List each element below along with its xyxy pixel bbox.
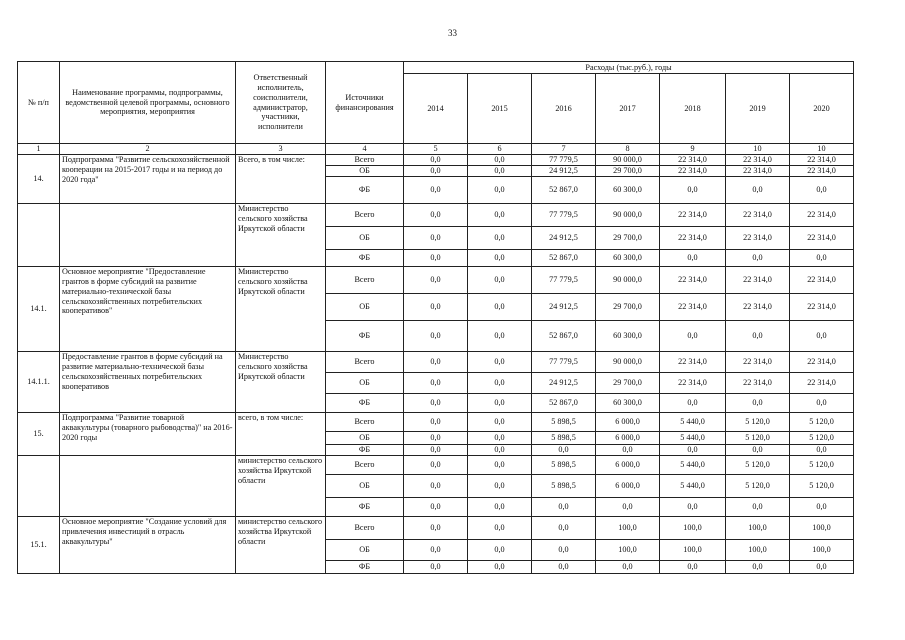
expense-value: 5 120,0 <box>726 432 790 445</box>
expense-value: 0,0 <box>596 498 660 517</box>
header-responsible: Ответственный исполнитель, соисполнители, администратор, участники, исполнители <box>236 62 326 144</box>
table-row <box>18 155 854 166</box>
expense-value: 22 314,0 <box>790 204 854 227</box>
expense-value: 0,0 <box>404 445 468 456</box>
expense-value: 0,0 <box>726 445 790 456</box>
expense-value: 77 779,5 <box>532 352 596 373</box>
expense-value: 22 314,0 <box>726 373 790 394</box>
column-number: 9 <box>660 144 726 155</box>
funding-source: ОБ <box>326 227 404 250</box>
expense-value: 6 000,0 <box>596 456 660 475</box>
expense-value: 24 912,5 <box>532 227 596 250</box>
expense-value: 22 314,0 <box>726 155 790 166</box>
expense-value: 0,0 <box>468 394 532 413</box>
column-number: 8 <box>596 144 660 155</box>
expense-value: 0,0 <box>404 204 468 227</box>
expense-value: 0,0 <box>468 352 532 373</box>
expense-value: 0,0 <box>404 373 468 394</box>
expense-value: 0,0 <box>468 373 532 394</box>
expense-value: 0,0 <box>468 540 532 561</box>
expense-value: 0,0 <box>404 561 468 574</box>
funding-source: ФБ <box>326 250 404 267</box>
column-number-row <box>18 144 854 155</box>
item-responsible: Министерство сельского хозяйства Иркутской области <box>236 204 326 267</box>
expense-value: 0,0 <box>660 394 726 413</box>
expense-value: 22 314,0 <box>790 294 854 321</box>
expense-value: 0,0 <box>532 561 596 574</box>
expense-value: 0,0 <box>790 498 854 517</box>
expense-value: 5 120,0 <box>726 413 790 432</box>
funding-source: Всего <box>326 352 404 373</box>
expense-value: 0,0 <box>468 561 532 574</box>
expense-value: 100,0 <box>596 540 660 561</box>
item-name: Основное мероприятие "Предоставление грантов в форме субсидий на развитие материально-технической базы сельскохозяйственных потребительских кооперативов" <box>60 267 236 352</box>
item-responsible: всего, в том числе: <box>236 413 326 456</box>
funding-source: ОБ <box>326 166 404 177</box>
expense-value: 0,0 <box>468 204 532 227</box>
expense-value: 0,0 <box>468 177 532 204</box>
item-name: Основное мероприятие "Создание условий для привлечения инвестиций в отрасль аквакультуры" <box>60 517 236 574</box>
header-year: 2017 <box>596 74 660 144</box>
expense-value: 100,0 <box>790 540 854 561</box>
expense-value: 52 867,0 <box>532 394 596 413</box>
expense-value: 6 000,0 <box>596 413 660 432</box>
expense-value: 22 314,0 <box>790 267 854 294</box>
item-number: 14. <box>18 155 60 204</box>
expense-value: 100,0 <box>790 517 854 540</box>
expense-value: 6 000,0 <box>596 475 660 498</box>
funding-source: ОБ <box>326 475 404 498</box>
expense-value: 22 314,0 <box>726 166 790 177</box>
expense-value: 5 120,0 <box>790 475 854 498</box>
expense-value: 22 314,0 <box>660 267 726 294</box>
expense-value: 24 912,5 <box>532 166 596 177</box>
expense-value: 0,0 <box>468 498 532 517</box>
column-number: 2 <box>60 144 236 155</box>
funding-source: ОБ <box>326 432 404 445</box>
funding-source: ОБ <box>326 373 404 394</box>
expense-value: 0,0 <box>468 456 532 475</box>
expense-value: 52 867,0 <box>532 177 596 204</box>
table-row <box>18 456 854 475</box>
expense-value: 0,0 <box>468 475 532 498</box>
expense-value: 22 314,0 <box>660 204 726 227</box>
table-row <box>18 267 854 294</box>
expense-value: 100,0 <box>660 517 726 540</box>
expense-value: 0,0 <box>726 498 790 517</box>
expense-value: 90 000,0 <box>596 352 660 373</box>
expense-value: 22 314,0 <box>660 166 726 177</box>
expense-value: 0,0 <box>726 250 790 267</box>
expense-value: 60 300,0 <box>596 177 660 204</box>
item-number <box>18 204 60 267</box>
expense-value: 29 700,0 <box>596 294 660 321</box>
column-number: 4 <box>326 144 404 155</box>
item-number: 15. <box>18 413 60 456</box>
expense-value: 22 314,0 <box>726 204 790 227</box>
expense-value: 0,0 <box>404 413 468 432</box>
expense-value: 22 314,0 <box>726 294 790 321</box>
expense-value: 100,0 <box>726 540 790 561</box>
expense-value: 0,0 <box>790 561 854 574</box>
expense-value: 0,0 <box>404 166 468 177</box>
item-number: 15.1. <box>18 517 60 574</box>
header-year: 2014 <box>404 74 468 144</box>
header-year: 2016 <box>532 74 596 144</box>
funding-source: ФБ <box>326 394 404 413</box>
table-row <box>18 352 854 373</box>
expense-value: 90 000,0 <box>596 155 660 166</box>
expense-value: 5 120,0 <box>790 432 854 445</box>
expense-value: 5 120,0 <box>726 475 790 498</box>
expense-value: 6 000,0 <box>596 432 660 445</box>
expense-value: 0,0 <box>660 250 726 267</box>
expense-value: 0,0 <box>532 498 596 517</box>
expense-value: 0,0 <box>468 517 532 540</box>
budget-table <box>17 61 854 574</box>
expense-value: 22 314,0 <box>790 155 854 166</box>
expense-value: 0,0 <box>404 394 468 413</box>
table-row <box>18 413 854 432</box>
expense-value: 5 440,0 <box>660 432 726 445</box>
expense-value: 60 300,0 <box>596 250 660 267</box>
expense-value: 0,0 <box>660 321 726 352</box>
expense-value: 77 779,5 <box>532 155 596 166</box>
funding-source: ОБ <box>326 294 404 321</box>
funding-source: ФБ <box>326 498 404 517</box>
expense-value: 0,0 <box>790 445 854 456</box>
expense-value: 22 314,0 <box>660 227 726 250</box>
item-responsible: Министерство сельского хозяйства Иркутской области <box>236 267 326 352</box>
column-number: 10 <box>790 144 854 155</box>
expense-value: 0,0 <box>404 177 468 204</box>
page-number: 33 <box>448 28 457 38</box>
item-name: Подпрограмма "Развитие сельскохозяйственной кооперации на 2015-2017 годы и на период до 2020 года" <box>60 155 236 204</box>
expense-value: 0,0 <box>726 561 790 574</box>
expense-value: 52 867,0 <box>532 250 596 267</box>
expense-value: 0,0 <box>404 250 468 267</box>
expense-value: 77 779,5 <box>532 267 596 294</box>
expense-value: 0,0 <box>660 177 726 204</box>
expense-value: 29 700,0 <box>596 166 660 177</box>
column-number: 6 <box>468 144 532 155</box>
expense-value: 0,0 <box>790 321 854 352</box>
expense-value: 90 000,0 <box>596 267 660 294</box>
item-responsible: министерство сельского хозяйства Иркутской области <box>236 517 326 574</box>
header-name: Наименование программы, подпрограммы, ведомственной целевой программы, основного мероприятия, мероприятия <box>60 62 236 144</box>
expense-value: 5 440,0 <box>660 456 726 475</box>
header-year: 2018 <box>660 74 726 144</box>
expense-value: 77 779,5 <box>532 204 596 227</box>
expense-value: 0,0 <box>404 321 468 352</box>
expense-value: 22 314,0 <box>790 227 854 250</box>
item-number <box>18 456 60 517</box>
expense-value: 52 867,0 <box>532 321 596 352</box>
item-name <box>60 456 236 517</box>
expense-value: 100,0 <box>660 540 726 561</box>
expense-value: 0,0 <box>404 475 468 498</box>
expense-value: 5 440,0 <box>660 475 726 498</box>
expense-value: 0,0 <box>532 445 596 456</box>
column-number: 3 <box>236 144 326 155</box>
expense-value: 22 314,0 <box>790 352 854 373</box>
item-name: Подпрограмма "Развитие товарной аквакультуры (товарного рыбоводства)" на 2016-2020 годы <box>60 413 236 456</box>
expense-value: 90 000,0 <box>596 204 660 227</box>
column-number: 7 <box>532 144 596 155</box>
expense-value: 0,0 <box>404 432 468 445</box>
table-row <box>18 517 854 540</box>
expense-value: 0,0 <box>596 561 660 574</box>
header-year: 2019 <box>726 74 790 144</box>
expense-value: 22 314,0 <box>726 267 790 294</box>
funding-source: Всего <box>326 456 404 475</box>
expense-value: 60 300,0 <box>596 394 660 413</box>
expense-value: 0,0 <box>660 561 726 574</box>
funding-source: ФБ <box>326 321 404 352</box>
item-number: 14.1.1. <box>18 352 60 413</box>
expense-value: 0,0 <box>468 250 532 267</box>
expense-value: 5 440,0 <box>660 413 726 432</box>
expense-value: 0,0 <box>468 445 532 456</box>
expense-value: 22 314,0 <box>660 373 726 394</box>
expense-value: 0,0 <box>468 413 532 432</box>
column-number: 1 <box>18 144 60 155</box>
column-number: 5 <box>404 144 468 155</box>
item-name: Предоставление грантов в форме субсидий на развитие материально-технической базы сельскохозяйственных потребительских кооперативов <box>60 352 236 413</box>
expense-value: 0,0 <box>404 456 468 475</box>
expense-value: 0,0 <box>660 498 726 517</box>
column-number: 10 <box>726 144 790 155</box>
expense-value: 60 300,0 <box>596 321 660 352</box>
expense-value: 0,0 <box>726 321 790 352</box>
item-number: 14.1. <box>18 267 60 352</box>
expense-value: 22 314,0 <box>726 352 790 373</box>
expense-value: 100,0 <box>596 517 660 540</box>
expense-value: 5 120,0 <box>790 413 854 432</box>
expense-value: 0,0 <box>790 250 854 267</box>
expense-value: 5 898,5 <box>532 475 596 498</box>
header-year: 2015 <box>468 74 532 144</box>
funding-source: ФБ <box>326 561 404 574</box>
expense-value: 0,0 <box>726 177 790 204</box>
expense-value: 0,0 <box>404 155 468 166</box>
expense-value: 0,0 <box>404 294 468 321</box>
expense-value: 0,0 <box>660 445 726 456</box>
funding-source: Всего <box>326 204 404 227</box>
expense-value: 100,0 <box>726 517 790 540</box>
expense-value: 29 700,0 <box>596 227 660 250</box>
expense-value: 0,0 <box>404 540 468 561</box>
funding-source: Всего <box>326 155 404 166</box>
funding-source: Всего <box>326 517 404 540</box>
expense-value: 0,0 <box>404 352 468 373</box>
expense-value: 0,0 <box>532 540 596 561</box>
header-year: 2020 <box>790 74 854 144</box>
funding-source: ОБ <box>326 540 404 561</box>
expense-value: 22 314,0 <box>660 294 726 321</box>
expense-value: 5 898,5 <box>532 432 596 445</box>
funding-source: Всего <box>326 267 404 294</box>
expense-value: 22 314,0 <box>726 227 790 250</box>
expense-value: 22 314,0 <box>660 352 726 373</box>
expense-value: 0,0 <box>404 498 468 517</box>
header-num: № п/п <box>18 62 60 144</box>
expense-value: 0,0 <box>468 294 532 321</box>
expense-value: 0,0 <box>468 227 532 250</box>
expense-value: 5 120,0 <box>790 456 854 475</box>
expense-value: 5 898,5 <box>532 413 596 432</box>
expense-value: 0,0 <box>468 321 532 352</box>
expense-value: 0,0 <box>468 166 532 177</box>
funding-source: ФБ <box>326 445 404 456</box>
expense-value: 24 912,5 <box>532 294 596 321</box>
header-expenses: Расходы (тыс.руб.), годы <box>404 62 854 74</box>
expense-value: 0,0 <box>532 517 596 540</box>
expense-value: 29 700,0 <box>596 373 660 394</box>
table-row <box>18 204 854 227</box>
item-name <box>60 204 236 267</box>
expense-value: 22 314,0 <box>660 155 726 166</box>
header-sources: Источники финансирования <box>326 62 404 144</box>
item-responsible: Министерство сельского хозяйства Иркутской области <box>236 352 326 413</box>
expense-value: 5 898,5 <box>532 456 596 475</box>
funding-source: ФБ <box>326 177 404 204</box>
expense-value: 0,0 <box>790 394 854 413</box>
expense-value: 22 314,0 <box>790 166 854 177</box>
funding-source: Всего <box>326 413 404 432</box>
expense-value: 0,0 <box>468 155 532 166</box>
expense-value: 0,0 <box>468 432 532 445</box>
expense-value: 0,0 <box>404 227 468 250</box>
item-responsible: министерство сельского хозяйства Иркутской области <box>236 456 326 517</box>
expense-value: 0,0 <box>404 517 468 540</box>
expense-value: 22 314,0 <box>790 373 854 394</box>
expense-value: 24 912,5 <box>532 373 596 394</box>
item-responsible: Всего, в том числе: <box>236 155 326 204</box>
expense-value: 0,0 <box>596 445 660 456</box>
expense-value: 0,0 <box>790 177 854 204</box>
expense-value: 0,0 <box>726 394 790 413</box>
expense-value: 5 120,0 <box>726 456 790 475</box>
expense-value: 0,0 <box>404 267 468 294</box>
expense-value: 0,0 <box>468 267 532 294</box>
